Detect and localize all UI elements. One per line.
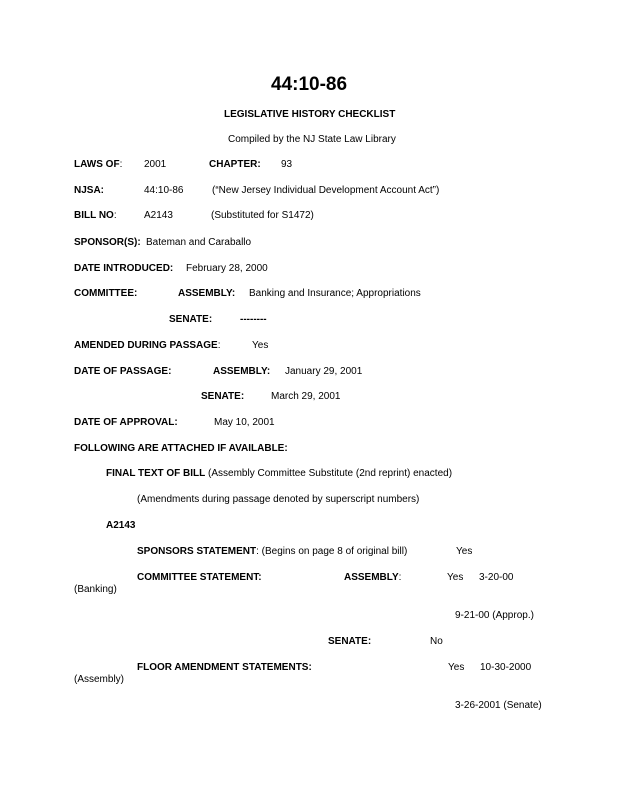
committee-statement-assembly-colon: : bbox=[398, 572, 402, 583]
committee-statement-assembly-status: Yes bbox=[447, 572, 464, 583]
floor-amendment-status: Yes bbox=[448, 662, 465, 673]
njsa-label: NJSA: bbox=[74, 185, 105, 196]
sponsors-statement-row bbox=[137, 546, 407, 558]
sponsors-label: SPONSOR(S): bbox=[74, 237, 141, 248]
sponsors-statement-label: SPONSORS STATEMENT bbox=[137, 546, 257, 557]
floor-amendment-label: FLOOR AMENDMENT STATEMENTS: bbox=[137, 662, 312, 673]
approval-value: May 10, 2001 bbox=[214, 417, 275, 428]
floor-amendment-date1-suffix: (Assembly) bbox=[74, 674, 125, 685]
committee-statement-date2: 9-21-00 (Approp.) bbox=[455, 610, 534, 621]
passage-assembly-value: January 29, 2001 bbox=[285, 366, 363, 377]
laws-of-value: 2001 bbox=[144, 159, 167, 170]
amended-value: Yes bbox=[252, 340, 269, 351]
committee-label: COMMITTEE: bbox=[74, 288, 138, 299]
final-text-label: FINAL TEXT OF BILL bbox=[106, 468, 206, 479]
committee-senate-label: SENATE: bbox=[169, 314, 213, 325]
laws-of-row bbox=[74, 159, 122, 171]
passage-senate-label: SENATE: bbox=[201, 391, 245, 402]
amended-row bbox=[74, 340, 221, 352]
committee-senate-value: -------- bbox=[240, 314, 267, 325]
passage-assembly-label: ASSEMBLY: bbox=[213, 366, 271, 377]
committee-assembly-value: Banking and Insurance; Appropriations bbox=[249, 288, 421, 299]
committee-assembly-label: ASSEMBLY: bbox=[178, 288, 236, 299]
bill-heading: A2143 bbox=[106, 520, 136, 531]
committee-statement-label: COMMITTEE STATEMENT: bbox=[137, 572, 262, 583]
bill-no-note: (Substituted for S1472) bbox=[211, 210, 314, 221]
date-introduced-label: DATE INTRODUCED: bbox=[74, 263, 174, 274]
bill-no-value: A2143 bbox=[144, 210, 173, 221]
amended-label: AMENDED DURING PASSAGE bbox=[74, 340, 218, 351]
laws-of-colon: : bbox=[119, 159, 123, 170]
approval-label: DATE OF APPROVAL: bbox=[74, 417, 178, 428]
bill-no-row bbox=[74, 210, 117, 222]
committee-statement-senate-status: No bbox=[430, 636, 443, 647]
date-introduced-value: February 28, 2000 bbox=[186, 263, 268, 274]
sponsors-statement-value: : (Begins on page 8 of original bill) bbox=[256, 546, 408, 557]
sponsors-statement-status: Yes bbox=[456, 546, 473, 557]
committee-statement-assembly-label: ASSEMBLY bbox=[344, 572, 399, 583]
checklist-heading: LEGISLATIVE HISTORY CHECKLIST bbox=[224, 109, 396, 120]
laws-of-label: LAWS OF bbox=[74, 159, 120, 170]
committee-statement-date1: 3-20-00 bbox=[479, 572, 514, 583]
committee-statement-senate-label: SENATE: bbox=[328, 636, 372, 647]
compiled-by: Compiled by the NJ State Law Library bbox=[228, 134, 396, 145]
passage-senate-value: March 29, 2001 bbox=[271, 391, 341, 402]
committee-statement-date1-suffix: (Banking) bbox=[74, 584, 117, 595]
amended-colon: : bbox=[217, 340, 221, 351]
amendments-note: (Amendments during passage denoted by superscript numbers) bbox=[137, 494, 420, 505]
bill-no-colon: : bbox=[113, 210, 117, 221]
committee-statement-assembly bbox=[344, 572, 401, 584]
bill-no-label: BILL NO bbox=[74, 210, 114, 221]
chapter-label: CHAPTER: bbox=[209, 159, 261, 170]
passage-label: DATE OF PASSAGE: bbox=[74, 366, 172, 377]
following-heading: FOLLOWING ARE ATTACHED IF AVAILABLE: bbox=[74, 443, 288, 454]
floor-amendment-date2: 3-26-2001 (Senate) bbox=[455, 700, 542, 711]
chapter-value: 93 bbox=[281, 159, 293, 170]
page-title: 44:10-86 bbox=[271, 74, 348, 95]
final-text-value: (Assembly Committee Substitute (2nd reprint) enacted) bbox=[205, 468, 453, 479]
njsa-note: (“New Jersey Individual Development Account Act”) bbox=[212, 185, 440, 196]
njsa-value: 44:10-86 bbox=[144, 185, 184, 196]
sponsors-value: Bateman and Caraballo bbox=[146, 237, 252, 248]
floor-amendment-date1: 10-30-2000 bbox=[480, 662, 532, 673]
final-text-row bbox=[106, 468, 452, 480]
